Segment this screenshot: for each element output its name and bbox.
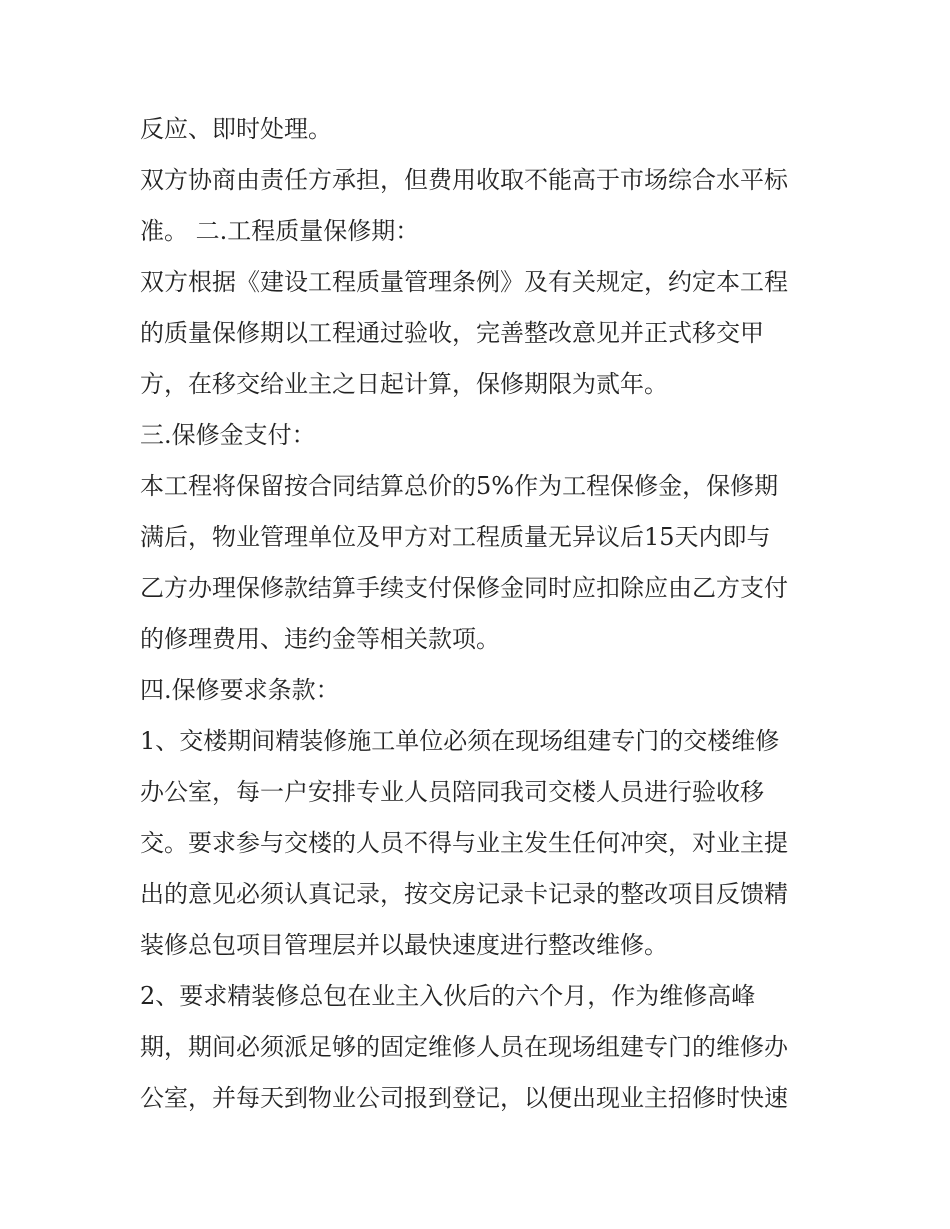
text-line: 的质量保修期以工程通过验收，完善整改意见并正式移交甲 [140,319,764,347]
text-line: 双方协商由责任方承担，但费用收取不能高于市场综合水平标 [140,166,788,194]
text-line: 期，期间必须派足够的固定维修人员在现场组建专门的维修办 [140,1033,788,1061]
text-line: 公室，并每天到物业公司报到登记，以便出现业主招修时快速 [140,1084,788,1112]
text-line: 方，在移交给业主之日起计算，保修期限为贰年。 [140,370,668,398]
text-line: 准。 二.工程质量保修期： [140,217,420,245]
text-line: 反应、即时处理。 [140,115,332,143]
text-line: 2、要求精装修总包在业主入伙后的六个月，作为维修高峰 [140,982,756,1010]
section-heading: 三.保修金支付： [140,421,316,449]
text-line: 的修理费用、违约金等相关款项。 [140,625,500,653]
text-line: 1、交楼期间精装修施工单位必须在现场组建专门的交楼维修 [140,727,780,755]
text-line: 本工程将保留按合同结算总价的5%作为工程保修金，保修期 [140,472,779,500]
text-line: 出的意见必须认真记录，按交房记录卡记录的整改项目反馈精 [140,880,788,908]
text-line: 办公室，每一户安排专业人员陪同我司交楼人员进行验收移 [140,778,764,806]
text-line: 双方根据《建设工程质量管理条例》及有关规定，约定本工程 [140,268,788,296]
text-line: 装修总包项目管理层并以最快速度进行整改维修。 [140,931,668,959]
document-body [140,104,830,1124]
text-line: 满后，物业管理单位及甲方对工程质量无异议后15天内即与 [140,523,771,551]
text-line: 交。要求参与交楼的人员不得与业主发生任何冲突，对业主提 [140,829,788,857]
text-line: 乙方办理保修款结算手续支付保修金同时应扣除应由乙方支付 [140,574,788,602]
section-heading: 四.保修要求条款： [140,676,340,704]
